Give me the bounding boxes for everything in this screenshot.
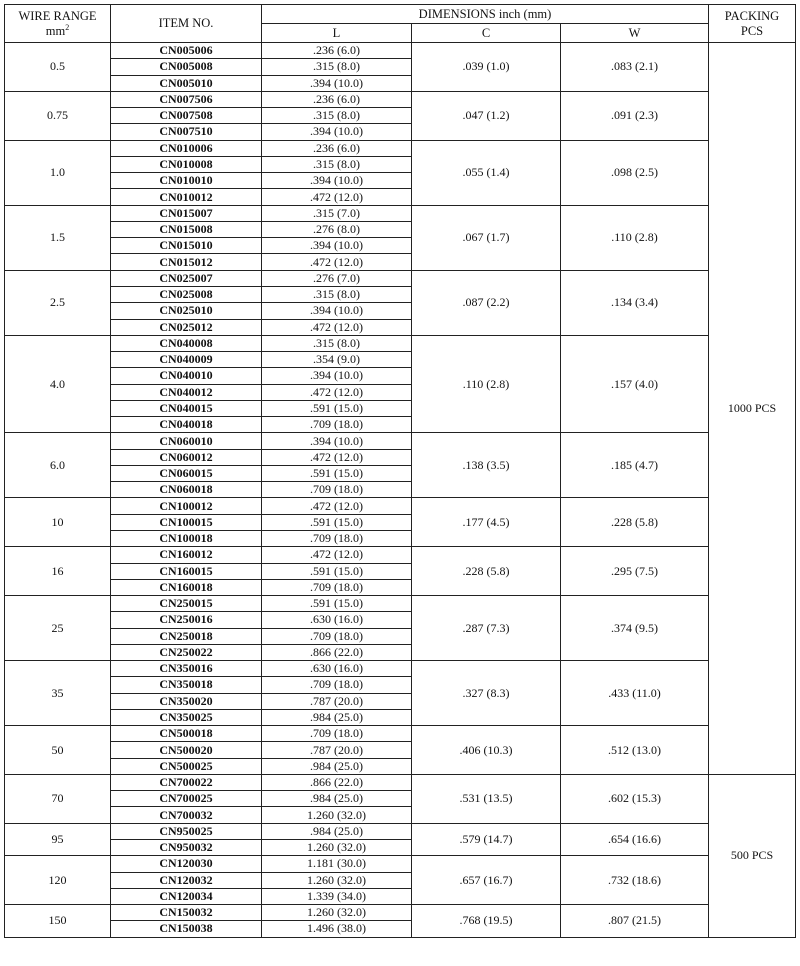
header-col-w: W [561,24,709,43]
header-wire-range-unit: mm [45,23,66,38]
dim-l-cell: .591 (15.0) [262,400,412,416]
dim-c-cell: .531 (13.5) [412,774,561,823]
header-dimensions: DIMENSIONS inch (mm) [262,5,709,24]
dim-c-cell: .657 (16.7) [412,856,561,905]
table-row [5,205,796,221]
dim-l-cell: .315 (8.0) [262,286,412,302]
wire-range-cell: 70 [5,774,111,823]
wire-range-cell: 0.75 [5,91,111,140]
item-no-cell: CN350018 [111,677,262,693]
spec-table [4,4,796,938]
table-row [5,774,796,790]
table-row [5,335,796,351]
dim-l-cell: .866 (22.0) [262,774,412,790]
table-row [5,547,796,563]
dim-l-cell: .709 (18.0) [262,579,412,595]
table-row [5,91,796,107]
item-no-cell: CN700032 [111,807,262,823]
item-no-cell: CN160015 [111,563,262,579]
dim-l-cell: .394 (10.0) [262,238,412,254]
dim-l-cell: .315 (8.0) [262,156,412,172]
wire-range-cell: 50 [5,726,111,775]
dim-c-cell: .406 (10.3) [412,726,561,775]
wire-range-cell: 25 [5,596,111,661]
item-no-cell: CN100012 [111,498,262,514]
item-no-cell: CN350025 [111,709,262,725]
item-no-cell: CN040008 [111,335,262,351]
item-no-cell: CN010008 [111,156,262,172]
dim-c-cell: .067 (1.7) [412,205,561,270]
item-no-cell: CN500020 [111,742,262,758]
item-no-cell: CN700022 [111,774,262,790]
dim-l-cell: .709 (18.0) [262,482,412,498]
item-no-cell: CN007506 [111,91,262,107]
dim-l-cell: .984 (25.0) [262,823,412,839]
dim-l-cell: .709 (18.0) [262,530,412,546]
dim-l-cell: .394 (10.0) [262,173,412,189]
dim-l-cell: .472 (12.0) [262,189,412,205]
wire-range-cell: 6.0 [5,433,111,498]
item-no-cell: CN160018 [111,579,262,595]
wire-range-cell: 35 [5,661,111,726]
dim-l-cell: 1.260 (32.0) [262,872,412,888]
dim-c-cell: .177 (4.5) [412,498,561,547]
dim-l-cell: .472 (12.0) [262,319,412,335]
table-row [5,140,796,156]
item-no-cell: CN250022 [111,644,262,660]
dim-l-cell: 1.260 (32.0) [262,905,412,921]
item-no-cell: CN120032 [111,872,262,888]
dim-l-cell: .709 (18.0) [262,417,412,433]
item-no-cell: CN250015 [111,596,262,612]
item-no-cell: CN015012 [111,254,262,270]
item-no-cell: CN160012 [111,547,262,563]
item-no-cell: CN120030 [111,856,262,872]
dim-c-cell: .327 (8.3) [412,661,561,726]
dim-l-cell: .472 (12.0) [262,254,412,270]
item-no-cell: CN950032 [111,840,262,856]
dim-l-cell: .315 (8.0) [262,108,412,124]
dim-l-cell: .276 (7.0) [262,270,412,286]
table-row [5,726,796,742]
header-packing-unit: PCS [740,23,764,38]
dim-l-cell: .394 (10.0) [262,303,412,319]
wire-range-cell: 95 [5,823,111,856]
item-no-cell: CN015007 [111,205,262,221]
header-packing [709,5,796,43]
item-no-cell: CN250016 [111,612,262,628]
dim-l-cell: .472 (12.0) [262,547,412,563]
dim-l-cell: .394 (10.0) [262,368,412,384]
item-no-cell: CN350020 [111,693,262,709]
item-no-cell: CN040015 [111,400,262,416]
item-no-cell: CN025010 [111,303,262,319]
dim-l-cell: 1.496 (38.0) [262,921,412,937]
dim-l-cell: .630 (16.0) [262,612,412,628]
item-no-cell: CN040012 [111,384,262,400]
dim-c-cell: .228 (5.8) [412,547,561,596]
item-no-cell: CN015008 [111,221,262,237]
dim-w-cell: .807 (21.5) [561,905,709,938]
item-no-cell: CN100015 [111,514,262,530]
wire-range-cell: 120 [5,856,111,905]
dim-l-cell: .472 (12.0) [262,384,412,400]
dim-w-cell: .110 (2.8) [561,205,709,270]
header-wire-range-sup: 2 [65,22,70,32]
packing-cell: 500 PCS [709,774,796,937]
dim-l-cell: .984 (25.0) [262,791,412,807]
wire-range-cell: 16 [5,547,111,596]
packing-cell: 1000 PCS [709,43,796,775]
dim-l-cell: .394 (10.0) [262,433,412,449]
wire-range-cell: 1.0 [5,140,111,205]
dim-l-cell: 1.181 (30.0) [262,856,412,872]
item-no-cell: CN025012 [111,319,262,335]
dim-l-cell: .236 (6.0) [262,43,412,59]
dim-l-cell: .276 (8.0) [262,221,412,237]
header-col-c: C [412,24,561,43]
item-no-cell: CN010010 [111,173,262,189]
dim-w-cell: .602 (15.3) [561,774,709,823]
wire-range-cell: 10 [5,498,111,547]
table-row [5,596,796,612]
wire-range-cell: 2.5 [5,270,111,335]
dim-l-cell: .984 (25.0) [262,709,412,725]
dim-w-cell: .185 (4.7) [561,433,709,498]
dim-c-cell: .039 (1.0) [412,43,561,92]
table-row [5,43,796,59]
dim-l-cell: .394 (10.0) [262,124,412,140]
dim-l-cell: .315 (8.0) [262,335,412,351]
dim-l-cell: .591 (15.0) [262,465,412,481]
dim-l-cell: .709 (18.0) [262,628,412,644]
dim-c-cell: .087 (2.2) [412,270,561,335]
item-no-cell: CN500018 [111,726,262,742]
dim-l-cell: 1.260 (32.0) [262,840,412,856]
item-no-cell: CN015010 [111,238,262,254]
header-wire-range [5,5,111,43]
item-no-cell: CN060012 [111,449,262,465]
dim-w-cell: .091 (2.3) [561,91,709,140]
item-no-cell: CN150038 [111,921,262,937]
item-no-cell: CN120034 [111,888,262,904]
dim-c-cell: .287 (7.3) [412,596,561,661]
dim-l-cell: .709 (18.0) [262,677,412,693]
dim-c-cell: .047 (1.2) [412,91,561,140]
dim-w-cell: .512 (13.0) [561,726,709,775]
dim-c-cell: .055 (1.4) [412,140,561,205]
table-row [5,270,796,286]
header-col-l: L [262,24,412,43]
dim-l-cell: .591 (15.0) [262,514,412,530]
dim-l-cell: .236 (6.0) [262,140,412,156]
dim-l-cell: .591 (15.0) [262,563,412,579]
dim-l-cell: .472 (12.0) [262,498,412,514]
item-no-cell: CN007510 [111,124,262,140]
wire-range-cell: 0.5 [5,43,111,92]
dim-w-cell: .295 (7.5) [561,547,709,596]
dim-w-cell: .433 (11.0) [561,661,709,726]
table-row [5,433,796,449]
item-no-cell: CN950025 [111,823,262,839]
dim-l-cell: .591 (15.0) [262,596,412,612]
dim-w-cell: .134 (3.4) [561,270,709,335]
dim-l-cell: .315 (8.0) [262,59,412,75]
dim-w-cell: .228 (5.8) [561,498,709,547]
wire-range-cell: 4.0 [5,335,111,433]
table-row [5,498,796,514]
dim-l-cell: .354 (9.0) [262,352,412,368]
table-row [5,856,796,872]
table-row [5,905,796,921]
item-no-cell: CN040018 [111,417,262,433]
dim-l-cell: .984 (25.0) [262,758,412,774]
header-wire-range-label: WIRE RANGE [18,8,97,23]
item-no-cell: CN700025 [111,791,262,807]
dim-c-cell: .768 (19.5) [412,905,561,938]
dim-w-cell: .374 (9.5) [561,596,709,661]
dim-l-cell: .394 (10.0) [262,75,412,91]
item-no-cell: CN350016 [111,661,262,677]
dim-l-cell: .630 (16.0) [262,661,412,677]
dim-l-cell: .236 (6.0) [262,91,412,107]
wire-range-cell: 150 [5,905,111,938]
dim-w-cell: .654 (16.6) [561,823,709,856]
item-no-cell: CN025007 [111,270,262,286]
header-item-no: ITEM NO. [111,5,262,43]
item-no-cell: CN010006 [111,140,262,156]
dim-w-cell: .083 (2.1) [561,43,709,92]
item-no-cell: CN010012 [111,189,262,205]
item-no-cell: CN060010 [111,433,262,449]
item-no-cell: CN060015 [111,465,262,481]
item-no-cell: CN005010 [111,75,262,91]
dim-l-cell: 1.260 (32.0) [262,807,412,823]
dim-l-cell: 1.339 (34.0) [262,888,412,904]
dim-c-cell: .110 (2.8) [412,335,561,433]
dim-c-cell: .579 (14.7) [412,823,561,856]
dim-w-cell: .732 (18.6) [561,856,709,905]
header-packing-label: PACKING [724,8,780,23]
dim-l-cell: .315 (7.0) [262,205,412,221]
item-no-cell: CN025008 [111,286,262,302]
item-no-cell: CN500025 [111,758,262,774]
item-no-cell: CN150032 [111,905,262,921]
dim-l-cell: .866 (22.0) [262,644,412,660]
table-row [5,823,796,839]
item-no-cell: CN007508 [111,108,262,124]
table-row [5,661,796,677]
dim-l-cell: .472 (12.0) [262,449,412,465]
item-no-cell: CN040009 [111,352,262,368]
dim-c-cell: .138 (3.5) [412,433,561,498]
item-no-cell: CN005006 [111,43,262,59]
dim-l-cell: .709 (18.0) [262,726,412,742]
item-no-cell: CN005008 [111,59,262,75]
dim-l-cell: .787 (20.0) [262,742,412,758]
dim-l-cell: .787 (20.0) [262,693,412,709]
item-no-cell: CN100018 [111,530,262,546]
spec-table-body [5,43,796,938]
dim-w-cell: .098 (2.5) [561,140,709,205]
wire-range-cell: 1.5 [5,205,111,270]
item-no-cell: CN040010 [111,368,262,384]
item-no-cell: CN250018 [111,628,262,644]
item-no-cell: CN060018 [111,482,262,498]
dim-w-cell: .157 (4.0) [561,335,709,433]
